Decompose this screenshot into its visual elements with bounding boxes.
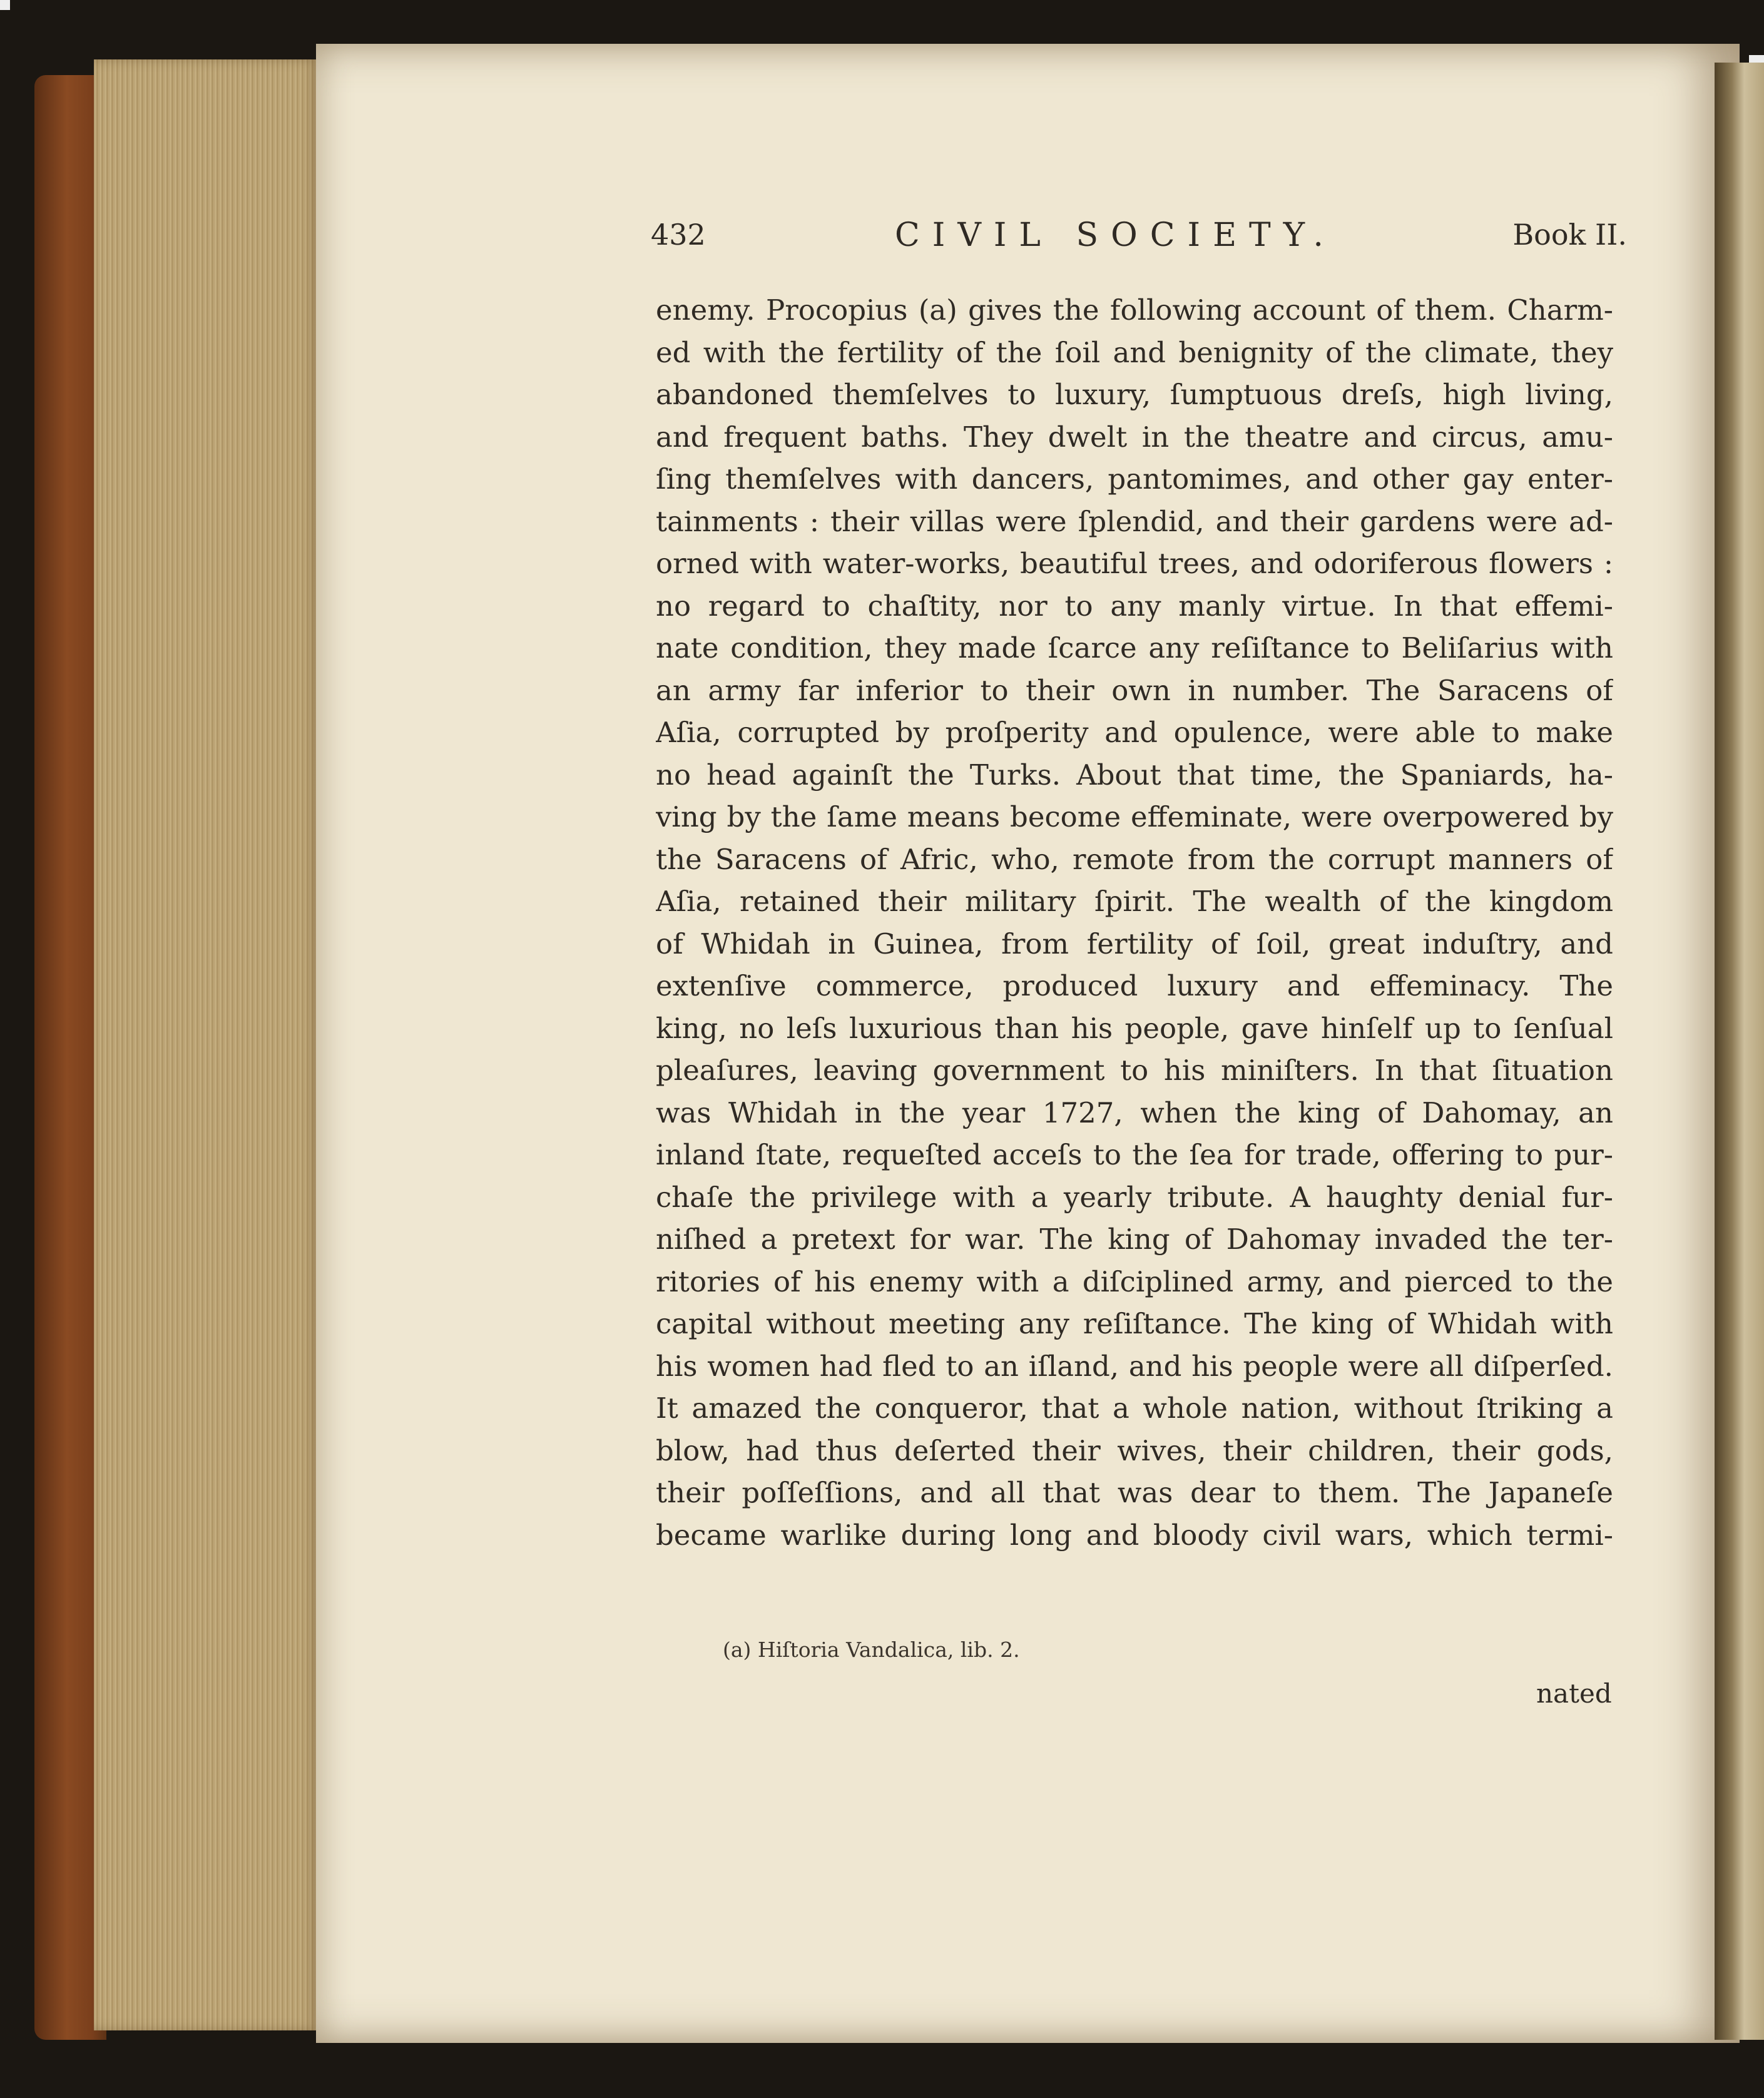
text-line: their poſſeſſions, and all that was dear to them. The Japaneſe (656, 1476, 1613, 1509)
text-line: became warlike during long and bloody civil wars, which termi- (656, 1518, 1613, 1552)
page-edges (94, 59, 319, 2030)
facing-page-edge (1715, 63, 1764, 2040)
text-line: the Saracens of Afric, who, remote from the corrupt manners of (656, 842, 1613, 876)
text-line: extenſive commerce, produced luxury and effeminacy. The (656, 969, 1613, 1002)
catchword: nated (1536, 1678, 1612, 1709)
body-text (656, 289, 1613, 1556)
text-line: enemy. Procopius (a) gives the following account of them. Charm- (656, 293, 1613, 327)
scan-corner-mark (0, 0, 10, 10)
running-title: CIVIL SOCIETY. (895, 216, 1336, 254)
text-line: capital without meeting any reſiſtance. The king of Whidah with (656, 1307, 1613, 1340)
text-line: was Whidah in the year 1727, when the king of Dahomay, an (656, 1096, 1613, 1129)
text-line: Aſia, corrupted by proſperity and opulence, were able to make (656, 716, 1613, 749)
text-line: his women had fled to an iſland, and his people were all diſperſed. (656, 1349, 1613, 1383)
text-line: ed with the fertility of the ſoil and benignity of the climate, they (656, 335, 1613, 369)
text-line: abandoned themſelves to luxury, ſumptuous dreſs, high living, (656, 378, 1613, 411)
running-header (651, 218, 1627, 262)
text-line: pleaſures, leaving government to his miniſters. In that ſituation (656, 1054, 1613, 1087)
text-line: an army far inferior to their own in number. The Saracens of (656, 673, 1613, 707)
text-line: ving by the ſame means become effeminate, were overpowered by (656, 800, 1613, 833)
text-line: Aſia, retained their military ſpirit. The wealth of the kingdom (656, 885, 1613, 918)
text-line: nate condition, they made ſcarce any reſiſtance to Beliſarius with (656, 631, 1613, 665)
text-line: of Whidah in Guinea, from fertility of ſoil, great induſtry, and (656, 927, 1613, 960)
text-line: no head againſt the Turks. About that time, the Spaniards, ha- (656, 758, 1613, 792)
text-line: blow, had thus deſerted their wives, their children, their gods, (656, 1433, 1613, 1467)
text-line: chaſe the privilege with a yearly tribute. A haughty denial fur- (656, 1180, 1613, 1214)
text-line: inland ſtate, requeſted acceſs to the ſea for trade, offering to pur- (656, 1138, 1613, 1171)
book-label: Book II. (1512, 218, 1627, 252)
text-line: It amazed the conqueror, that a whole nation, without ſtriking a (656, 1392, 1613, 1425)
text-line: king, no leſs luxurious than his people, gave hinſelf up to ſenſual (656, 1011, 1613, 1045)
page-number: 432 (651, 218, 706, 252)
text-line: tainments : their villas were ſplendid, and their gardens were ad- (656, 504, 1613, 538)
text-line: no regard to chaſtity, nor to any manly virtue. In that effemi- (656, 589, 1613, 623)
footnote: (a) Hiſtoria Vandalica, lib. 2. (723, 1637, 1020, 1662)
text-line: niſhed a pretext for war. The king of Dahomay invaded the ter- (656, 1223, 1613, 1256)
text-line: ritories of his enemy with a diſciplined army, and pierced to the (656, 1265, 1613, 1298)
text-line: orned with water-works, beautiful trees, and odoriferous flowers : (656, 547, 1613, 580)
text-line: and frequent baths. They dwelt in the theatre and circus, amu- (656, 420, 1613, 454)
text-line: ſing themſelves with dancers, pantomimes, and other gay enter- (656, 462, 1613, 496)
